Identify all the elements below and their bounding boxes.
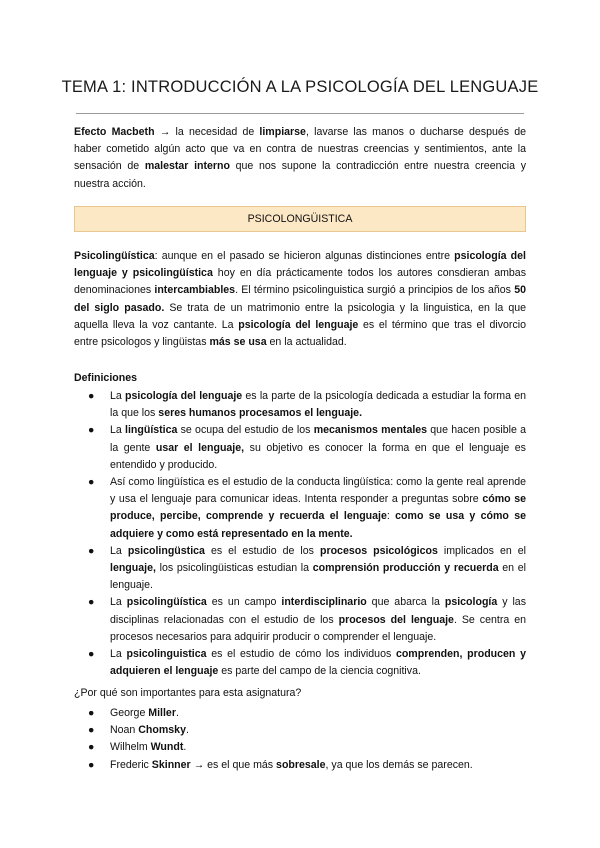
definition-bold: psicología del lenguaje bbox=[125, 390, 243, 402]
psico-bold: psicología del lenguaje bbox=[238, 318, 359, 331]
definition-bold: lenguaje, bbox=[110, 562, 156, 575]
bullet-icon: ● bbox=[88, 741, 95, 754]
definition-bold: cómo se produce, percibe, comprende y recuerda el lenguaje bbox=[110, 493, 527, 523]
definition-bold: psicolingüstica bbox=[127, 544, 205, 557]
person-item bbox=[74, 705, 526, 722]
person-name: Chomsky bbox=[138, 724, 186, 737]
bullet-icon: ● bbox=[88, 724, 95, 737]
psico-text: : aunque en el pasado se hicieron algunas distinciones entre bbox=[154, 250, 455, 262]
person-name: Skinner bbox=[151, 758, 191, 771]
person-item bbox=[74, 757, 526, 774]
bullet-icon: ● bbox=[88, 707, 95, 719]
definition-text: y las disciplinas relacionadas con el estudio de los bbox=[110, 596, 526, 626]
person-text: Wilhelm bbox=[110, 741, 151, 754]
person-text: . bbox=[175, 707, 179, 719]
psico-text: Se trata de un matrimonio entre la psicologia y la linguistica, en la que aquella lleva la voz cantante. La bbox=[74, 301, 526, 331]
definition-bold: psicología bbox=[444, 596, 498, 609]
definition-text: Así como lingüística es el estudio de la conducta lingüística: como la gente real aprende y usa el lenguaje para comunicar ideas. Intenta responder a preguntas sobre bbox=[110, 476, 526, 506]
bullet-icon: ● bbox=[88, 390, 95, 402]
definition-text: es la parte de la psicología dedicada a estudiar la forma en la que los bbox=[110, 390, 526, 420]
psico-text: hoy en día prácticamente todos los autores consdieran ambas denominaciones bbox=[74, 267, 526, 297]
intro-term: Efecto Macbeth bbox=[74, 126, 155, 138]
definition-item bbox=[74, 543, 526, 595]
intro-paragraph bbox=[74, 124, 526, 193]
definition-item bbox=[74, 594, 526, 646]
bullet-icon: ● bbox=[88, 596, 95, 609]
definition-text: se ocupa del estudio de los bbox=[177, 424, 314, 437]
definition-text: que abarca la bbox=[366, 596, 445, 609]
person-text: → es el que más bbox=[190, 758, 277, 771]
definition-text: es el estudio de los bbox=[204, 544, 320, 557]
definitions-heading: Definiciones bbox=[74, 372, 137, 384]
definitions-list bbox=[74, 388, 526, 680]
intro-text: , lavarse las manos o ducharse después de haber cometido algún acto que va en contra de nuestras creencias y sentimientos, ante la sensación de bbox=[74, 126, 527, 173]
intro-text: → la necesidad de bbox=[154, 126, 260, 138]
bullet-icon: ● bbox=[88, 424, 95, 437]
person-item bbox=[74, 739, 526, 756]
definition-bold: procesos psicológicos bbox=[319, 544, 438, 557]
person-text: Frederic bbox=[110, 758, 152, 771]
definition-item bbox=[74, 646, 526, 680]
people-list bbox=[74, 705, 526, 774]
psico-bold: más se usa bbox=[209, 336, 267, 349]
psicolinguistica-paragraph bbox=[74, 248, 526, 351]
definition-bold: procesos del lenguaje bbox=[338, 613, 454, 626]
definition-text: implicados en el bbox=[437, 544, 526, 557]
intro-bold: malestar interno bbox=[144, 160, 230, 173]
page-title: TEMA 1: INTRODUCCIÓN A LA PSICOLOGÍA DEL LENGUAJE bbox=[61, 78, 539, 96]
intro-text: que nos supone la contradicción entre nuestra creencia y nuestra acción. bbox=[74, 160, 526, 190]
bullet-icon: ● bbox=[88, 544, 95, 557]
title-divider bbox=[76, 113, 524, 114]
definition-text: : bbox=[386, 510, 396, 523]
definition-bold: como se usa y cómo se adquiere y como está representado en la mente. bbox=[110, 510, 527, 540]
psico-bold: psicología del lenguaje y psicolingüística bbox=[74, 250, 526, 280]
intro-bold: limpiarse bbox=[259, 126, 306, 138]
person-name: Wundt bbox=[150, 741, 184, 754]
psico-text: en la actualidad. bbox=[266, 336, 347, 349]
definition-bold: interdisciplinario bbox=[281, 596, 367, 609]
definition-bold: comprenden, producen y adquieren el lenguaje bbox=[110, 648, 526, 678]
question-text: ¿Por qué son importantes para esta asignatura? bbox=[74, 687, 302, 699]
bullet-icon: ● bbox=[88, 758, 95, 771]
definition-item bbox=[74, 422, 526, 474]
person-text: . bbox=[183, 741, 187, 754]
definition-item bbox=[74, 388, 526, 422]
definition-bold: usar el lenguaje, bbox=[155, 441, 245, 454]
definition-text: en el lenguaje. bbox=[110, 562, 526, 592]
definition-text: los psicolingüisticas estudian la bbox=[155, 562, 313, 575]
psico-bold: 50 del siglo pasado. bbox=[74, 284, 526, 314]
definition-bold: comprensión producción y recuerda bbox=[312, 562, 499, 575]
bullet-icon: ● bbox=[88, 476, 95, 489]
definition-bold: mecanismos mentales bbox=[313, 424, 428, 437]
person-item bbox=[74, 722, 526, 739]
person-text: , ya que los demás se parecen. bbox=[325, 758, 473, 771]
person-text: George bbox=[110, 707, 149, 719]
definition-text: que hacen posible a la gente bbox=[110, 424, 526, 454]
definition-text: La bbox=[110, 648, 127, 661]
psico-text: es el término que tras el divorcio entre psicologos y lingüistas bbox=[74, 318, 526, 349]
definition-text: La bbox=[110, 424, 126, 437]
definition-text: es un campo bbox=[206, 596, 282, 609]
definition-text: La bbox=[110, 544, 128, 557]
bullet-icon: ● bbox=[88, 648, 95, 661]
person-text: . bbox=[185, 724, 189, 737]
person-name: sobresale bbox=[276, 758, 326, 771]
section-banner: PSICOLONGÜISTICA bbox=[74, 206, 526, 232]
definition-item bbox=[74, 474, 526, 543]
definition-text: La bbox=[110, 390, 126, 402]
definition-bold: lingüística bbox=[125, 424, 178, 437]
definition-text: . Se centra en procesos necesarios para adquirir producir o comprender el lenguaje. bbox=[110, 613, 526, 643]
psico-term: Psicolingüística bbox=[74, 250, 155, 262]
person-text: Noan bbox=[110, 724, 139, 737]
psico-bold: intercambiables bbox=[154, 284, 236, 297]
person-name: Miller bbox=[148, 707, 176, 719]
definition-text: su objetivo es conocer la forma en que el lenguaje es entendido y producido. bbox=[110, 441, 526, 471]
definition-text: es el estudio de cómo los individuos bbox=[206, 648, 396, 661]
definition-bold: seres humanos procesamos el lenguaje. bbox=[158, 407, 363, 420]
definition-bold: psicolinguistica bbox=[126, 648, 207, 661]
psico-text: . El término psicolinguistica surgió a principios de los años bbox=[235, 284, 515, 297]
definition-text: La bbox=[110, 596, 127, 609]
definition-text: es parte del campo de la ciencia cognitiva. bbox=[218, 665, 421, 678]
definition-bold: psicolingüística bbox=[126, 596, 207, 609]
